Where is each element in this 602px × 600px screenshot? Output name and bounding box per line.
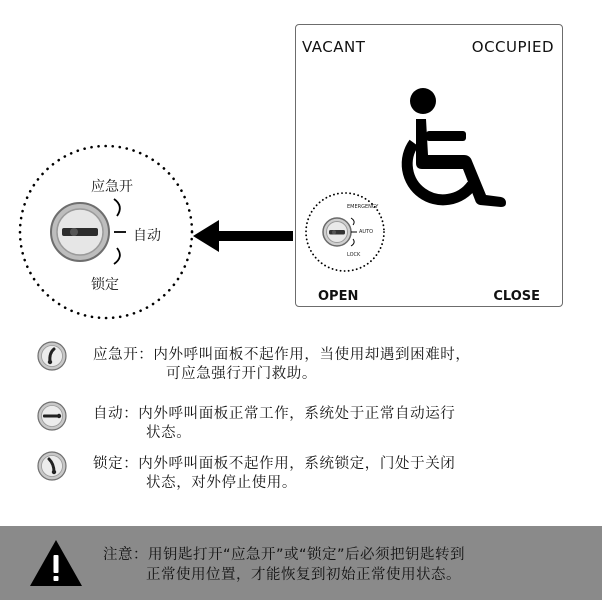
left-arrow-icon [193, 218, 295, 254]
legend-lock [93, 455, 455, 493]
legend-auto-line1: 自动：内外呼叫面板正常工作，系统处于正常自动运行 [93, 406, 456, 422]
mini-emergency-label: EMERGENCY [347, 204, 379, 210]
legend-emergency-line2: 可应急强行开门救助。 [166, 366, 317, 382]
notice-line2: 正常使用位置，才能恢复到初始正常使用状态。 [146, 567, 461, 583]
open-label: OPEN [318, 289, 359, 304]
legend-emergency [93, 346, 471, 384]
key-auto-icon [37, 401, 67, 431]
mini-auto-label: AUTO [359, 229, 374, 235]
close-label: CLOSE [493, 289, 540, 304]
wheelchair-icon [396, 85, 516, 210]
key-switch-zoom [16, 144, 196, 324]
legend-lock-line1: 锁定：内外呼叫面板不起作用，系统锁定，门处于关闭 [93, 456, 456, 472]
legend-emergency-line1: 应急开：内外呼叫面板不起作用，当使用却遇到困难时， [93, 347, 471, 363]
vacant-label: VACANT [302, 38, 366, 56]
key-lock-icon [37, 451, 67, 481]
zoom-auto-label: 自动 [133, 228, 161, 244]
notice-text [103, 545, 465, 585]
occupied-label: OCCUPIED [471, 38, 554, 56]
zoom-emergency-label: 应急开 [91, 179, 133, 195]
mini-lock-label: LOCK [347, 252, 361, 258]
notice-line1: 注意：用钥匙打开“应急开”或“锁定”后必须把钥匙转到 [103, 547, 466, 563]
warning-triangle-icon [28, 538, 84, 588]
legend-auto [93, 405, 455, 443]
zoom-lock-label: 锁定 [91, 277, 119, 293]
legend-lock-line2: 状态，对外停止使用。 [146, 475, 297, 491]
legend-auto-line2: 状态。 [146, 425, 192, 441]
restroom-sign-panel [295, 24, 563, 307]
key-emergency-icon [37, 341, 67, 371]
notice-bar [0, 526, 602, 600]
